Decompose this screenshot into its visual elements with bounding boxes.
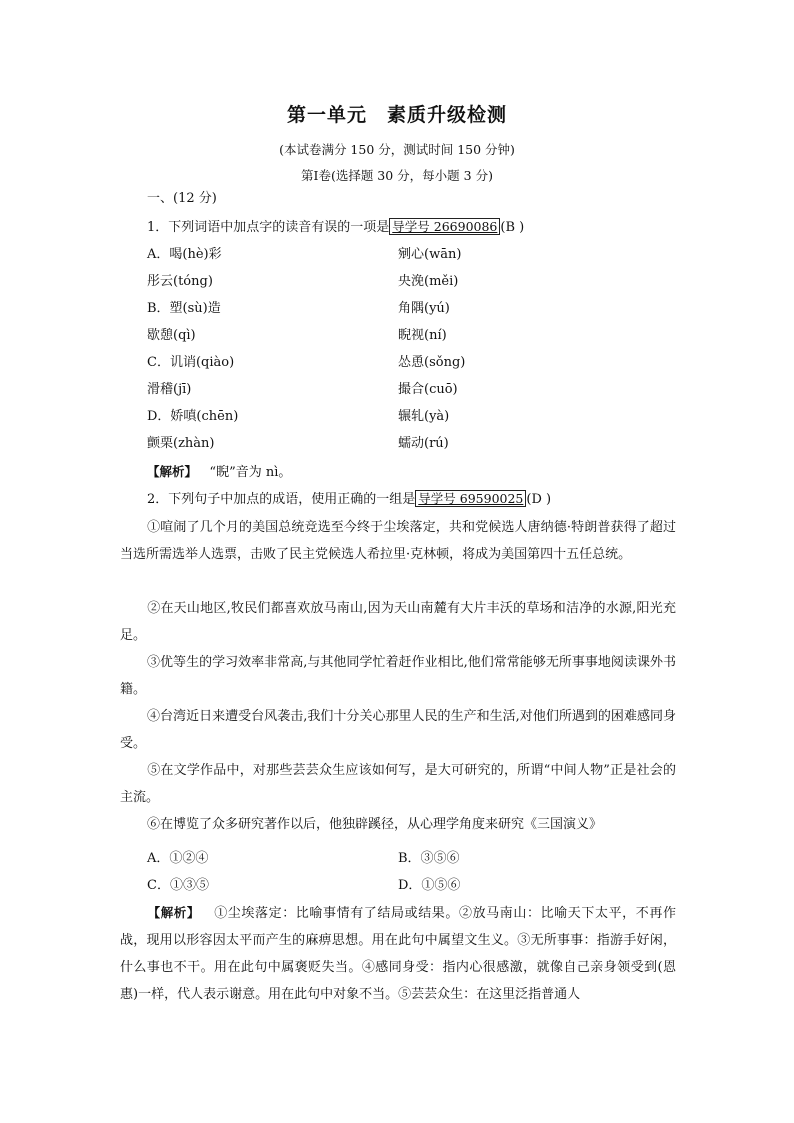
sentence-2 (120, 595, 676, 649)
analysis-text: “睨”音为 nì。 (209, 465, 292, 480)
sentence-text: ⑤在文学作品中，对那些芸芸众生应该如何写，是大可研究的，所谓“中间人物”正是社会的主流。 (120, 763, 676, 805)
section-heading: 一、(12 分) (147, 191, 217, 206)
question-2-stem (147, 489, 551, 510)
option-c2-left: 滑稽(jī) (147, 382, 192, 397)
option-d2-left: 颤栗(zhàn) (147, 436, 215, 451)
option-a2-left: 彤云(tóng) (147, 274, 213, 289)
question-1-stem (147, 217, 524, 238)
guide-number-link[interactable]: 导学号 26690086 (389, 218, 500, 235)
option-d: D．①⑤⑥ (398, 878, 461, 893)
question-text: 1．下列词语中加点字的读音有误的一项是 (147, 220, 390, 235)
option-c-right: 怂恿(sǒng) (398, 355, 466, 370)
page-title: 第一单元 素质升级检测 (286, 104, 507, 126)
option-d-left: D．娇嗔(chēn) (147, 409, 239, 424)
option-d-right: 辗轧(yà) (398, 409, 450, 424)
analysis-text: ①尘埃落定：比喻事情有了结局或结果。②放马南山：比喻天下太平，不再作战，现用以形容因太平而产生的麻痹思想。用在此句中属望文生义。③无所事事：指游手好闲，什么事也不干。用在此句中属褒贬失当。④感同身受：指内心很感激，就像自己亲身领受到(恩惠)一样，代人表示谢意。用在此句中对象不当。⑤芸芸众生：在这里泛指普通人 (120, 906, 676, 1002)
option-d2-right: 蠕动(rú) (398, 436, 449, 451)
answer-text: (D ) (526, 492, 552, 507)
sentence-text: ②在天山地区,牧民们都喜欢放马南山,因为天山南麓有大片丰沃的草场和洁净的水源,阳光充足。 (120, 601, 676, 643)
sentence-text: ④台湾近日来遭受台风袭击,我们十分关心那里人民的生产和生活,对他们所遇到的困难感同身受。 (120, 709, 676, 751)
sentence-1 (120, 514, 676, 568)
option-b-right: 角隅(yú) (398, 301, 450, 316)
option-b2-left: 歇憩(qì) (147, 328, 196, 343)
analysis-label: 【解析】 (147, 464, 198, 479)
sentence-5 (120, 757, 676, 811)
guide-number-link[interactable]: 导学号 69590025 (415, 490, 526, 507)
sentence-text: ③优等生的学习效率非常高,与其他同学忙着赶作业相比,他们常常能够无所事事地阅读课外书籍。 (120, 655, 676, 697)
option-c-left: C．讥诮(qiào) (147, 355, 235, 370)
sentence-6 (120, 811, 676, 838)
question-2-analysis (120, 899, 676, 1008)
exam-info: (本试卷满分 150 分，测试时间 150 分钟) (279, 142, 515, 157)
option-a: A．①②④ (147, 851, 209, 866)
option-a-left: A．喝(hè)彩 (147, 247, 222, 262)
analysis-label: 【解析】 (147, 905, 200, 920)
option-c2-right: 撮合(cuō) (398, 382, 458, 397)
option-b: B．③⑤⑥ (398, 851, 460, 866)
sentence-4 (120, 703, 676, 757)
sentence-3 (120, 649, 676, 703)
answer-text: (B ) (500, 220, 525, 235)
option-a2-right: 央浼(měi) (398, 274, 459, 289)
part-heading: 第Ⅰ卷(选择题 30 分，每小题 3 分) (301, 168, 493, 183)
option-b-left: B．塑(sù)造 (147, 301, 221, 316)
sentence-text: ①喧闹了几个月的美国总统竞选至今终于尘埃落定，共和党候选人唐纳德·特朗普获得了超过当选所需选举人选票，击败了民主党候选人希拉里·克林顿，将成为美国第四十五任总统。 (120, 520, 676, 562)
option-a-right: 剜心(wān) (398, 247, 462, 262)
option-b2-right: 睨视(ní) (398, 328, 447, 343)
question-1-analysis (147, 462, 291, 483)
option-c: C．①③⑤ (147, 878, 209, 893)
sentence-text: ⑥在博览了众多研究著作以后，他独辟蹊径，从心理学角度来研究《三国演义》 (147, 817, 603, 832)
question-text: 2．下列句子中加点的成语，使用正确的一组是 (147, 492, 416, 507)
